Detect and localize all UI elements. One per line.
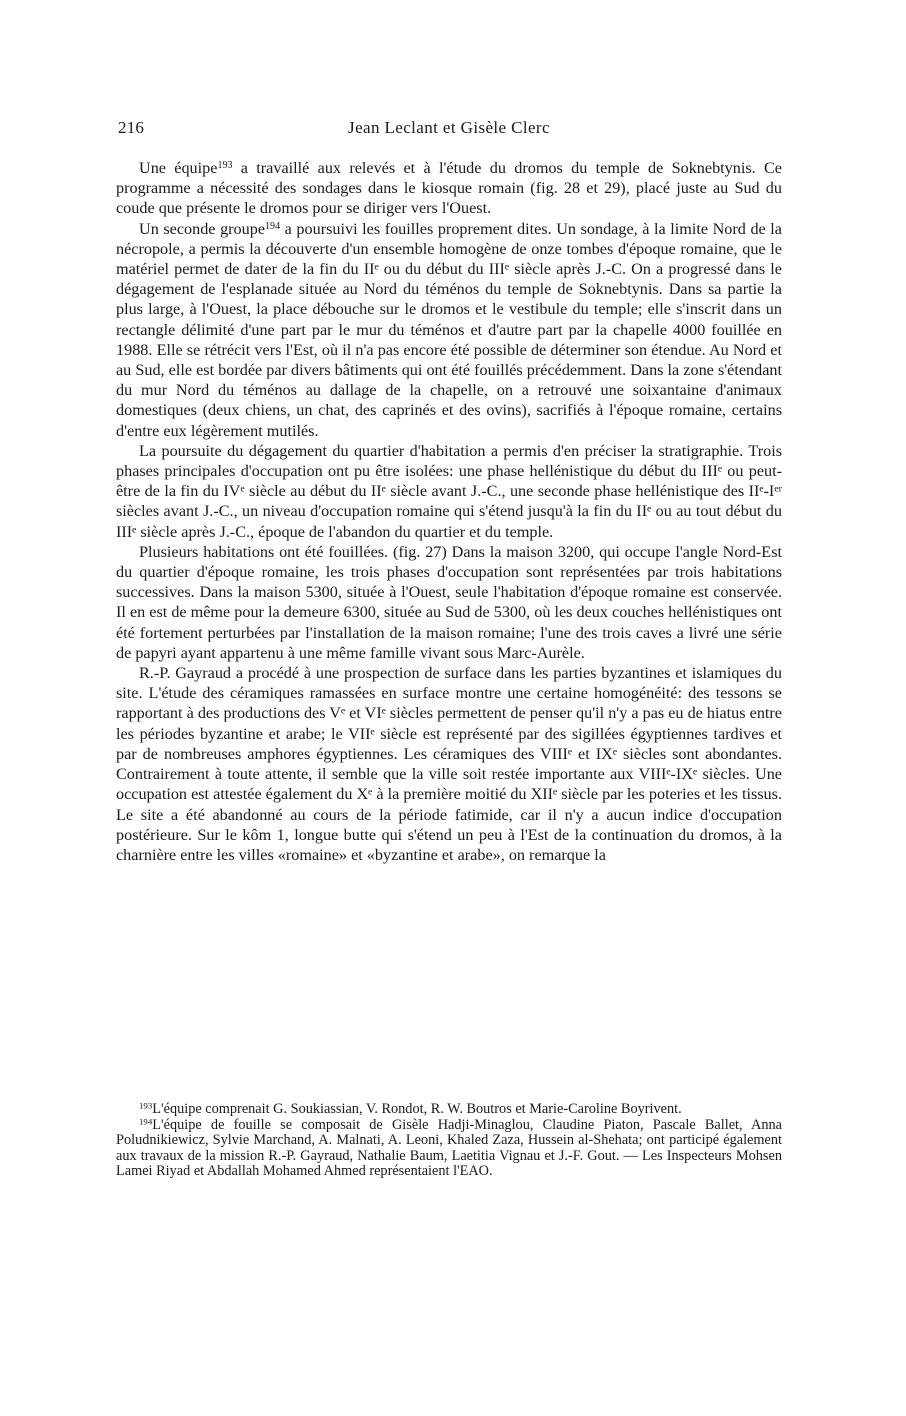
paragraph-text: Plusieurs habitations ont été fouillées. (fig. 27) Dans la maison 3200, qui occupe l'angle Nord-Est du quartier d'époque romaine, les trois phases d'occupation sont représentées par trois habitations successives. Dans la maison 5300, située à l'Ouest, seule l'habitation d'époque romaine est conservée. Il en est de même pour la demeure 6300, située au Sud de 5300, où les deux couches hellénistiques ont été fortement perturbées par l'installation de la maison romaine; l'une des trois caves a livré une série de papyri ayant appartenu à une même famille vivant sous Marc-Aurèle. [116,542,782,662]
paragraph-text: Un seconde groupe [139,219,266,238]
page [116,116,782,1180]
footnote-194 [116,1118,782,1180]
page-number: 216 [118,118,145,137]
footnote-number: 193 [139,1100,153,1111]
paragraph-stratigraphy [116,441,782,542]
paragraph-text: La poursuite du dégagement du quartier d'habitation a permis d'en préciser la stratigraphie. Trois phases principales d'occupation ont pu être isolées: une phase hellénistique du début du IIIᵉ ou peut-être de la fin du IVᵉ siècle au début du IIᵉ siècle avant J.-C., une seconde phase hellénistique des IIᵉ-Iᵉʳ siècles avant J.-C., un niveau d'occupation romaine qui s'étend jusqu'à la fin du IIᵉ ou au tout début du IIIᵉ siècle après J.-C., époque de l'abandon du quartier et du temple. [116,441,782,541]
footnote-text: L'équipe de fouille se composait de Gisèle Hadji-Minaglou, Claudine Piaton, Pascale Ballet, Anna Poludnikiewicz, Sylvie Marchand, A. Malnati, A. Leoni, Khaled Zaza, Hussein al-Shehata; ont participé également aux travaux de la mission R.-P. Gayraud, Nathalie Baum, Laetitia Vignau et J.-F. Gout. — Les Inspecteurs Mohsen Lamei Riyad et Abdallah Mohamed Ahmed représentaient l'EAO. [116,1116,782,1180]
footnote-number: 194 [139,1116,153,1127]
paragraph-dromos-study [116,158,782,219]
body-text [116,158,782,865]
footnote-reference: 194 [265,220,281,232]
paragraph-text: R.-P. Gayraud a procédé à une prospection de surface dans les parties byzantines et islamiques du site. L'étude des céramiques ramassées en surface montre une certaine homogénéité: des tessons se rapportant à des productions des Vᵉ et VIᵉ siècles permettent de penser qu'il n'y a pas eu de hiatus entre les périodes byzantine et arabe; le VIIᵉ siècle est représenté par des sigillées égyptiennes tardives et par de nombreuses amphores égyptiennes. Les céramiques des VIIIᵉ et IXᵉ siècles sont abondantes. Contrairement à toute attente, il semble que la ville soit restée importante aux VIIIᵉ-IXᵉ siècles. Une occupation est attestée également du Xᵉ à la première moitié du XIIᵉ siècle par les poteries et les tissus. Le site a été abandonné au cours de la période fatimide, car il n'y a aucun indice d'occupation postérieure. Sur le kôm 1, longue butte qui s'étend un peu à l'Est de la continuation du dromos, à la charnière entre les villes «romaine» et «byzantine et arabe», on remarque la [116,664,782,864]
running-title: Jean Leclant et Gisèle Clerc [348,118,550,137]
footnote-reference: 193 [217,159,233,171]
paragraph-text: a poursuivi les fouilles proprement dites. Un sondage, à la limite Nord de la nécropole, a permis la découverte d'un ensemble homogène de onze tombes d'époque romaine, que le matériel permet de dater de la fin du IIᵉ ou du début du IIIᵉ siècle après J.-C. On a progressé dans le dégagement de l'esplanade située au Nord du téménos du temple de Soknebtynis. Dans sa partie la plus large, à l'Ouest, la place débouche sur le dromos et le vestibule du temple; elle s'inscrit dans un rectangle délimité d'une part par le mur du téménos et d'autre part par la chapelle 4000 fouillée en 1988. Elle se rétrécit vers l'Est, où il n'a pas encore été possible de déterminer son étendue. Au Nord et au Sud, elle est bordée par divers bâtiments qui ont été fouillés précédemment. Dans la zone s'étendant du mur Nord du téménos au dallage de la chapelle, on a retrouvé une soixantaine d'animaux domestiques (deux chiens, un chat, des caprinés et des ovins), sacrifiés à l'époque romaine, certains d'entre eux légèrement mutilés. [116,219,782,440]
paragraph-excavations [116,219,782,441]
footnote-193 [116,1102,782,1118]
footnotes [116,1102,782,1180]
paragraph-text: Une équipe [139,159,218,177]
footnote-text: L'équipe comprenait G. Soukiassian, V. Rondot, R. W. Boutros et Marie-Caroline Boyrivent. [152,1101,682,1117]
running-header [116,116,782,144]
paragraph-text: a travaillé aux relevés et à l'étude du dromos du temple de Soknebtynis. Ce programme a nécessité des sondages dans le kiosque romain (fig. 28 et 29), placé juste au Sud du coude que présente le dromos pour se diriger vers l'Ouest. [116,159,782,218]
paragraph-surface-prospection [116,663,782,865]
paragraph-habitations [116,542,782,663]
